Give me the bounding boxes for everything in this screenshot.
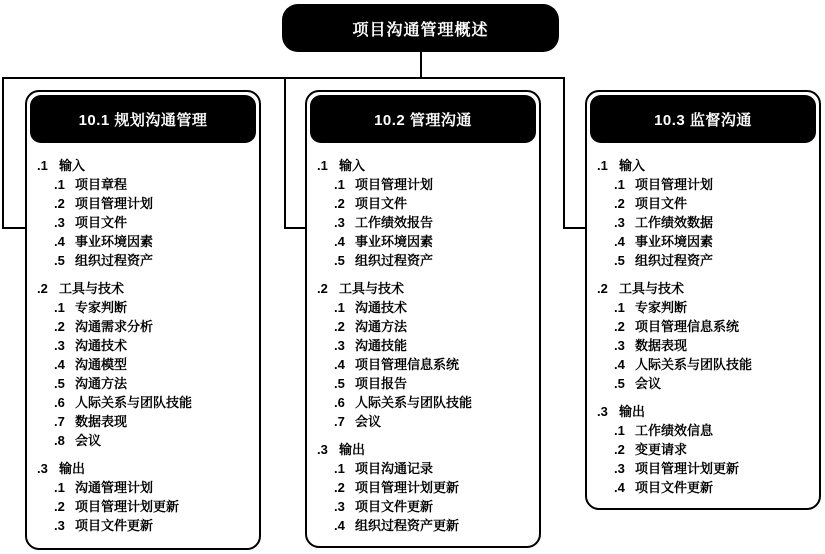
item-label: 会议 [635, 376, 662, 391]
item-row [54, 374, 253, 393]
section-items [614, 175, 813, 270]
process-box [25, 90, 261, 550]
item-number: .2 [54, 499, 65, 514]
section-number: .3 [317, 442, 328, 457]
section [37, 156, 253, 270]
section-title-row [317, 440, 533, 459]
item-row [614, 440, 813, 459]
item-row [54, 213, 253, 232]
item-row [614, 175, 813, 194]
connector-root-stub [420, 52, 422, 78]
section-number: .1 [317, 158, 328, 173]
item-label: 沟通技能 [355, 338, 408, 353]
item-number: .1 [334, 300, 345, 315]
item-number: .1 [334, 177, 345, 192]
section [317, 440, 533, 535]
section-title-row [317, 279, 533, 298]
item-row [334, 336, 533, 355]
item-row [614, 355, 813, 374]
section-title: 输出 [339, 442, 366, 457]
item-row [54, 175, 253, 194]
item-row [614, 374, 813, 393]
section-number: .2 [597, 281, 608, 296]
item-label: 项目管理信息系统 [355, 357, 460, 372]
section-title-row [317, 156, 533, 175]
item-number: .2 [334, 480, 345, 495]
item-label: 项目报告 [355, 376, 408, 391]
item-label: 人际关系与团队技能 [635, 357, 753, 372]
item-number: .1 [334, 461, 345, 476]
item-row [54, 298, 253, 317]
item-label: 沟通技术 [75, 338, 128, 353]
item-number: .5 [334, 376, 345, 391]
connector-drop-1 [2, 77, 4, 229]
item-number: .4 [54, 234, 65, 249]
item-label: 组织过程资产 [355, 253, 434, 268]
item-row [54, 336, 253, 355]
item-number: .2 [614, 196, 625, 211]
connector-drop-2 [284, 77, 286, 229]
item-number: .3 [54, 518, 65, 533]
section-items [614, 298, 813, 393]
section-title: 输入 [619, 158, 646, 173]
item-label: 沟通方法 [75, 376, 128, 391]
item-row [334, 478, 533, 497]
section-title-row [37, 279, 253, 298]
process-body [307, 146, 539, 541]
item-label: 沟通方法 [355, 319, 408, 334]
item-number: .3 [54, 215, 65, 230]
item-label: 组织过程资产 [635, 253, 714, 268]
item-label: 沟通需求分析 [75, 319, 154, 334]
connector-stub-2 [284, 227, 305, 229]
item-number: .3 [614, 461, 625, 476]
section-items [334, 459, 533, 535]
item-row [614, 478, 813, 497]
item-number: .4 [334, 234, 345, 249]
item-label: 项目文件更新 [635, 480, 714, 495]
item-row [54, 251, 253, 270]
item-label: 项目文件 [355, 196, 408, 211]
section-items [54, 478, 253, 535]
item-row [54, 412, 253, 431]
item-number: .1 [614, 177, 625, 192]
section [37, 459, 253, 535]
item-row [334, 213, 533, 232]
item-label: 事业环境因素 [635, 234, 714, 249]
item-number: .3 [334, 215, 345, 230]
connector-stub-1 [2, 227, 25, 229]
item-label: 事业环境因素 [355, 234, 434, 249]
section [597, 279, 813, 393]
item-label: 人际关系与团队技能 [75, 395, 193, 410]
item-label: 工作绩效数据 [635, 215, 714, 230]
item-label: 项目管理计划 [75, 196, 154, 211]
section-title-row [597, 402, 813, 421]
item-label: 项目文件更新 [355, 499, 434, 514]
connector-stub-3 [563, 227, 585, 229]
section-title: 输入 [59, 158, 86, 173]
item-label: 变更请求 [635, 442, 688, 457]
item-label: 工作绩效信息 [635, 423, 714, 438]
item-number: .4 [614, 357, 625, 372]
item-label: 会议 [75, 433, 102, 448]
item-number: .2 [54, 196, 65, 211]
process-header: 10.3 监督沟通 [590, 95, 816, 143]
item-number: .2 [334, 319, 345, 334]
section [317, 156, 533, 270]
item-label: 人际关系与团队技能 [355, 395, 473, 410]
item-label: 项目管理计划更新 [355, 480, 460, 495]
item-label: 组织过程资产更新 [355, 518, 460, 533]
item-row [614, 421, 813, 440]
item-label: 项目管理信息系统 [635, 319, 740, 334]
item-row [614, 213, 813, 232]
item-number: .5 [54, 376, 65, 391]
section-number: .1 [37, 158, 48, 173]
section-title: 工具与技术 [619, 281, 685, 296]
process-box [305, 90, 541, 548]
item-row [334, 175, 533, 194]
item-number: .5 [54, 253, 65, 268]
section-items [334, 175, 533, 270]
section-items [54, 175, 253, 270]
item-number: .6 [54, 395, 65, 410]
item-row [614, 459, 813, 478]
process-body [27, 146, 259, 541]
item-row [54, 431, 253, 450]
item-number: .2 [614, 442, 625, 457]
item-row [54, 232, 253, 251]
item-number: .8 [54, 433, 65, 448]
item-number: .1 [614, 300, 625, 315]
item-number: .2 [334, 196, 345, 211]
section [597, 402, 813, 497]
item-row [334, 516, 533, 535]
item-row [54, 355, 253, 374]
item-row [614, 317, 813, 336]
item-row [334, 317, 533, 336]
item-row [54, 194, 253, 213]
section-title: 输入 [339, 158, 366, 173]
section-number: .2 [37, 281, 48, 296]
section-number: .3 [37, 461, 48, 476]
root-node-title: 项目沟通管理概述 [352, 21, 489, 39]
section-title-row [37, 459, 253, 478]
item-number: .1 [54, 177, 65, 192]
item-label: 专家判断 [635, 300, 688, 315]
item-label: 项目文件更新 [75, 518, 154, 533]
process-box [585, 90, 821, 510]
item-number: .1 [614, 423, 625, 438]
section-items [614, 421, 813, 497]
item-number: .4 [614, 234, 625, 249]
item-number: .7 [54, 414, 65, 429]
item-row [334, 194, 533, 213]
section [597, 156, 813, 270]
process-body [587, 146, 819, 503]
item-label: 项目管理计划 [355, 177, 434, 192]
item-row [334, 412, 533, 431]
section-title: 输出 [619, 404, 646, 419]
section [37, 279, 253, 450]
item-row [614, 298, 813, 317]
item-label: 项目管理计划更新 [635, 461, 740, 476]
section-title: 工具与技术 [339, 281, 405, 296]
item-label: 项目章程 [75, 177, 128, 192]
process-header: 10.2 管理沟通 [310, 95, 536, 143]
root-node [282, 4, 559, 52]
item-number: .6 [334, 395, 345, 410]
item-row [54, 393, 253, 412]
item-number: .5 [614, 376, 625, 391]
item-label: 组织过程资产 [75, 253, 154, 268]
item-number: .4 [334, 357, 345, 372]
section-items [54, 298, 253, 450]
item-row [334, 497, 533, 516]
item-row [334, 393, 533, 412]
item-number: .5 [334, 253, 345, 268]
item-label: 事业环境因素 [75, 234, 154, 249]
item-row [54, 497, 253, 516]
section-title-row [37, 156, 253, 175]
item-number: .1 [54, 480, 65, 495]
item-label: 专家判断 [75, 300, 128, 315]
item-label: 数据表现 [635, 338, 688, 353]
item-row [54, 516, 253, 535]
item-number: .2 [54, 319, 65, 334]
section-title: 工具与技术 [59, 281, 125, 296]
item-number: .3 [334, 499, 345, 514]
item-label: 项目文件 [75, 215, 128, 230]
section-items [334, 298, 533, 431]
item-row [614, 336, 813, 355]
item-row [334, 459, 533, 478]
section-title-row [597, 156, 813, 175]
item-row [614, 251, 813, 270]
item-number: .1 [54, 300, 65, 315]
item-number: .4 [334, 518, 345, 533]
item-row [54, 478, 253, 497]
item-row [334, 374, 533, 393]
section-number: .3 [597, 404, 608, 419]
item-label: 项目文件 [635, 196, 688, 211]
item-number: .7 [334, 414, 345, 429]
item-number: .4 [54, 357, 65, 372]
connector-drop-3 [563, 77, 565, 229]
item-row [614, 232, 813, 251]
item-label: 项目沟通记录 [355, 461, 434, 476]
item-label: 沟通模型 [75, 357, 128, 372]
item-number: .3 [614, 215, 625, 230]
section-number: .2 [317, 281, 328, 296]
item-row [54, 317, 253, 336]
item-row [334, 298, 533, 317]
item-row [614, 194, 813, 213]
section-title: 输出 [59, 461, 86, 476]
item-label: 会议 [355, 414, 382, 429]
item-number: .2 [614, 319, 625, 334]
item-label: 数据表现 [75, 414, 128, 429]
item-label: 项目管理计划更新 [75, 499, 180, 514]
section [317, 279, 533, 431]
item-row [334, 232, 533, 251]
process-header: 10.1 规划沟通管理 [30, 95, 256, 143]
section-title-row [597, 279, 813, 298]
item-number: .3 [614, 338, 625, 353]
item-row [334, 355, 533, 374]
item-number: .3 [334, 338, 345, 353]
item-number: .3 [54, 338, 65, 353]
item-row [334, 251, 533, 270]
section-number: .1 [597, 158, 608, 173]
item-label: 沟通技术 [355, 300, 408, 315]
item-label: 项目管理计划 [635, 177, 714, 192]
item-label: 工作绩效报告 [355, 215, 434, 230]
item-number: .5 [614, 253, 625, 268]
item-number: .4 [614, 480, 625, 495]
item-label: 沟通管理计划 [75, 480, 154, 495]
